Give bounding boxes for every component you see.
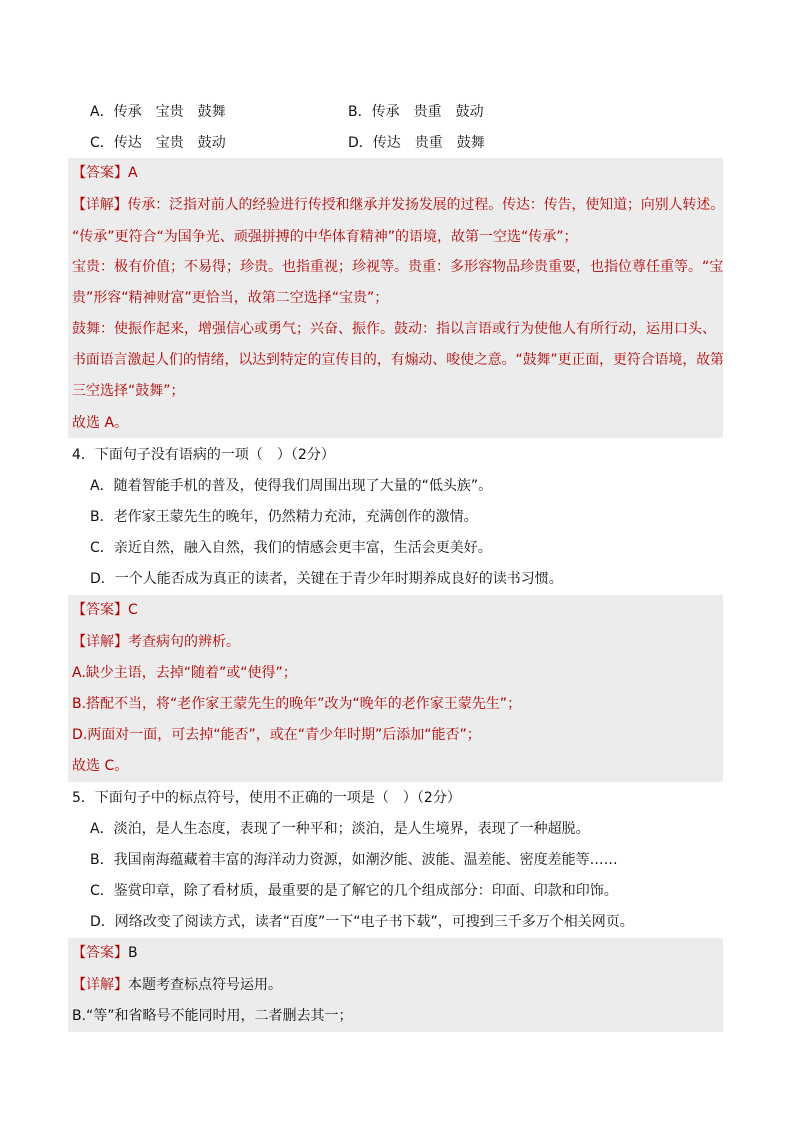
answer-value: A (128, 165, 138, 181)
q3-option-d: D．传达 贵重 鼓舞 (348, 135, 485, 151)
q3-detail-line-8: 故选 A。 (72, 415, 129, 431)
q4-answer-line (72, 595, 138, 626)
q5-option-b: B．我国南海蕴藏着丰富的海洋动力资源，如潮汐能、波能、温差能、密度差能等…… (90, 852, 618, 868)
q3-detail-line-1 (72, 190, 724, 221)
detail-text: 本题考查标点符号运用。 (128, 977, 282, 993)
answer-tag: 【答案】 (72, 602, 128, 618)
q4-option-d: D．一个人能否成为真正的读者，关键在于青少年时期养成良好的读书习惯。 (90, 571, 563, 587)
q4-detail-line-1 (72, 627, 240, 658)
q5-option-a: A．淡泊，是人生态度，表现了一种平和；淡泊，是人生境界，表现了一种超脱。 (90, 821, 590, 837)
q5-detail-line-1 (72, 970, 282, 1001)
q5-answer-line (72, 938, 138, 969)
q3-answer-line (72, 158, 138, 189)
q3-detail-line-4: 贵”形容“精神财富”更恰当，故第二空选择“宝贵”； (72, 290, 389, 306)
q3-detail-line-5: 鼓舞：使振作起来，增强信心或勇气；兴奋、振作。鼓动：指以言语或行为使他人有所行动，运用口头、 (72, 321, 716, 337)
q3-option-c: C．传达 宝贵 鼓动 (90, 135, 226, 151)
q4-option-c: C．亲近自然，融入自然，我们的情感会更丰富，生活会更美好。 (90, 540, 492, 556)
q3-detail-line-2: “传承”更符合“为国争光、顽强拼搏的中华体育精神”的语境，故第一空选“传承”； (72, 229, 578, 245)
detail-tag: 【详解】 (72, 634, 128, 650)
q4-option-a: A．随着智能手机的普及，使得我们周围出现了大量的“低头族”。 (90, 478, 493, 494)
detail-text: 传承：泛指对前人的经验进行传授和继承并发扬发展的过程。传达：传告，使知道；向别人转述。 (127, 197, 725, 213)
q5-option-d: D．网络改变了阅读方式，读者“百度”一下“电子书下载”，可搜到三千多万个相关网页。 (90, 914, 634, 930)
q3-option-a: A．传承 宝贵 鼓舞 (90, 104, 226, 120)
q5-stem: 5．下面句子中的标点符号，使用不正确的一项是（ ）（2分） (72, 790, 461, 806)
answer-value: B (128, 945, 138, 961)
detail-tag: 【详解】 (72, 197, 128, 213)
q4-option-b: B．老作家王蒙先生的晚年，仍然精力充沛，充满创作的激情。 (90, 509, 478, 525)
q4-stem: 4．下面句子没有语病的一项（ ）（2分） (72, 447, 335, 463)
answer-tag: 【答案】 (72, 165, 128, 181)
q4-detail-line-4: D.两面对一面，可去掉“能否”，或在“青少年时期”后添加“能否”； (72, 727, 481, 743)
answer-tag: 【答案】 (72, 945, 128, 961)
q4-detail-line-5: 故选 C。 (72, 758, 129, 774)
answer-value: C (128, 602, 138, 618)
q3-detail-line-7: 三空选择“鼓舞”； (72, 383, 185, 399)
q4-detail-line-2: A.缺少主语，去掉“随着”或“使得”； (72, 665, 297, 681)
q5-option-c: C．鉴赏印章，除了看材质，最重要的是了解它的几个组成部分：印面、印款和印饰。 (90, 883, 618, 899)
q4-detail-line-3: B.搭配不当，将“老作家王蒙先生的晚年”改为“晚年的老作家王蒙先生”； (72, 696, 522, 712)
detail-tag: 【详解】 (72, 977, 128, 993)
q5-detail-line-2: B.“等”和省略号不能同时用，二者删去其一； (72, 1008, 353, 1024)
detail-text: 考查病句的辨析。 (128, 634, 240, 650)
q3-option-b: B．传承 贵重 鼓动 (348, 104, 484, 120)
q3-detail-line-3: 宝贵：极有价值；不易得；珍贵。也指重视；珍视等。贵重：多形容物品珍贵重要，也指位尊任重等。“宝 (72, 259, 724, 275)
q3-detail-line-6: 书面语言激起人们的情绪，以达到特定的宣传目的，有煽动、唆使之意。“鼓舞”更正面，更符合语境，故第 (72, 352, 724, 368)
